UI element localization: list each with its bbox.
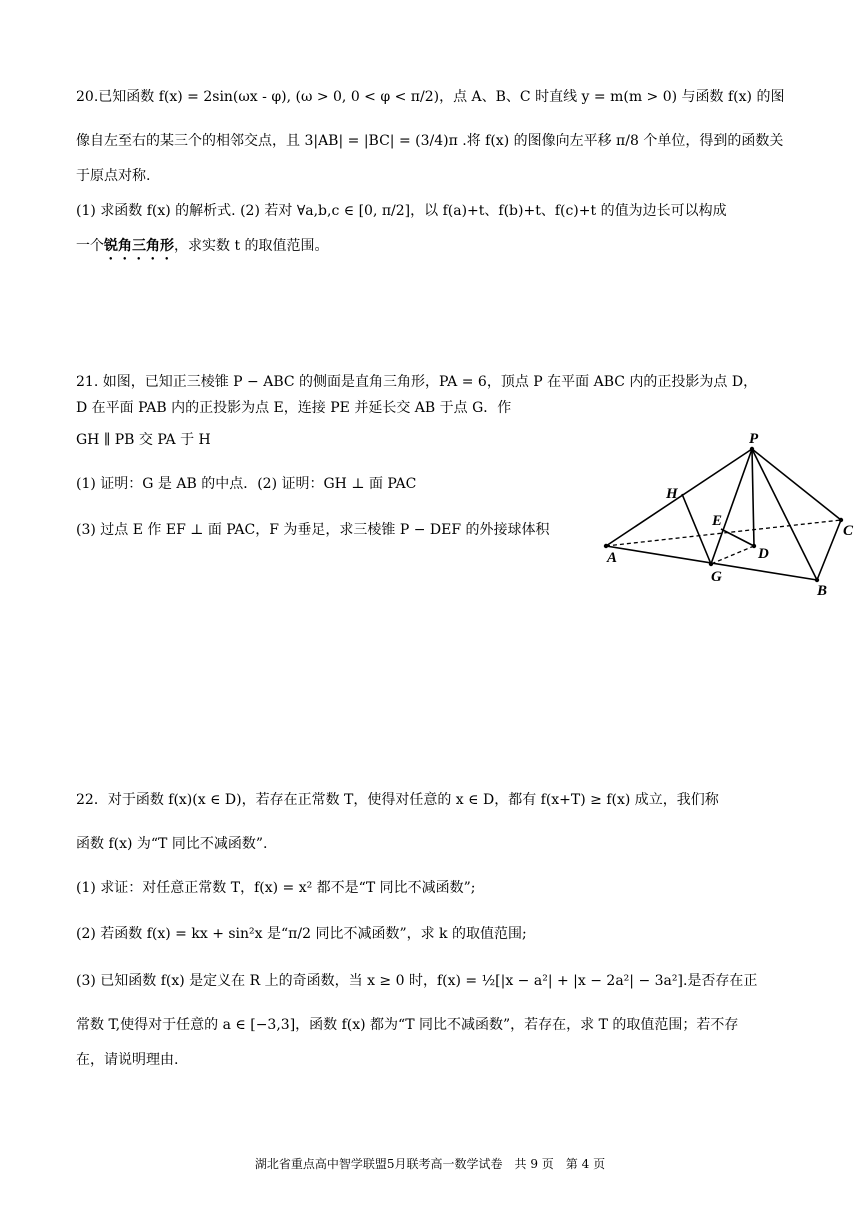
problem-21-line-5: (3) 过点 E 作 EF ⊥ 面 PAC，F 为垂足，求三棱锥 P − DEF 的外接球体积	[76, 522, 550, 538]
problem-21-line-3: GH ∥ PB 交 PA 于 H	[76, 432, 211, 448]
segment-GH	[682, 494, 711, 564]
problem-21-line-1: 21. 如图，已知正三棱锥 P − ABC 的侧面是直角三角形，PA = 6，顶点 P 在平面 ABC 内的正投影为点 D，	[76, 374, 758, 390]
acute-triangle-emphasis: 锐角三角形	[104, 238, 174, 254]
label-A: A	[607, 550, 618, 566]
problem-20-line-5	[76, 236, 329, 263]
point-A	[604, 544, 608, 548]
label-P: P	[749, 431, 759, 447]
label-E: E	[712, 513, 723, 529]
problem-22-line-3: (1) 求证：对任意正常数 T，f(x) = x² 都不是“T 同比不减函数”;	[76, 880, 476, 896]
problem-21-line-4: (1) 证明：G 是 AB 的中点．(2) 证明：GH ⊥ 面 PAC	[76, 476, 417, 492]
label-B: B	[817, 583, 828, 599]
problem-20-line-5-prefix: 一个	[76, 238, 104, 254]
label-H: H	[666, 486, 678, 502]
problem-22-line-5: (3) 已知函数 f(x) 是定义在 R 上的奇函数，当 x ≥ 0 时，f(x) = ½[|x − a²| + |x − 2a²| − 3a²].是否存在正	[76, 973, 758, 989]
point-C	[839, 518, 843, 522]
segment-ED	[721, 529, 754, 546]
edge-BC	[817, 520, 841, 580]
point-D	[752, 544, 756, 548]
edge-AC-hidden	[606, 520, 841, 546]
point-P	[750, 447, 754, 451]
problem-22-line-6: 常数 T,使得对于任意的 a ∈ [−3,3]，函数 f(x) 都为“T 同比不减函数”，若存在，求 T 的取值范围；若不存	[76, 1017, 739, 1033]
problem-22-line-7: 在，请说明理由.	[76, 1052, 179, 1068]
point-G	[709, 562, 713, 566]
problem-20-line-3: 于原点对称.	[76, 168, 151, 184]
problem-20-line-1: 20.已知函数 f(x) = 2sin(ωx - φ), (ω > 0, 0 < φ < π/2)，点 A、B、C 时直线 y = m(m > 0) 与函数 f(x) 的图	[76, 89, 785, 105]
problem-20-line-4: (1) 求函数 f(x) 的解析式. (2) 若对 ∀a,b,c ∈ [0, π/2]，以 f(a)+t、f(b)+t、f(c)+t 的值为边长可以构成	[76, 203, 727, 219]
edge-PC	[752, 449, 841, 520]
pyramid-figure	[596, 428, 856, 600]
label-D: D	[758, 546, 769, 562]
page-footer: 湖北省重点高中智学联盟5月联考高一数学试卷 共 9 页 第 4 页	[254, 1157, 606, 1171]
point-B	[815, 578, 819, 582]
problem-22-line-2: 函数 f(x) 为“T 同比不减函数”.	[76, 836, 268, 852]
segment-DG-hidden	[711, 546, 754, 564]
segment-PD	[752, 449, 754, 546]
problem-22-line-4: (2) 若函数 f(x) = kx + sin²x 是“π/2 同比不减函数”，求 k 的取值范围;	[76, 926, 527, 942]
problem-20-line-5-suffix: ，求实数 t 的取值范围。	[174, 238, 329, 254]
problem-20-line-2: 像自左至右的某三个的相邻交点，且 3|AB| = |BC| = (3/4)π .将 f(x) 的图像向左平移 π/8 个单位，得到的函数关	[76, 133, 784, 149]
label-G: G	[711, 569, 722, 585]
problem-21-line-2: D 在平面 PAB 内的正投影为点 E，连接 PE 并延长交 AB 于点 G．作	[76, 400, 512, 416]
label-C: C	[843, 523, 854, 539]
edge-PA	[606, 449, 752, 546]
segment-PG	[711, 449, 752, 564]
problem-22-line-1: 22．对于函数 f(x)(x ∈ D)，若存在正常数 T，使得对任意的 x ∈ D，都有 f(x+T) ≥ f(x) 成立，我们称	[76, 792, 719, 808]
